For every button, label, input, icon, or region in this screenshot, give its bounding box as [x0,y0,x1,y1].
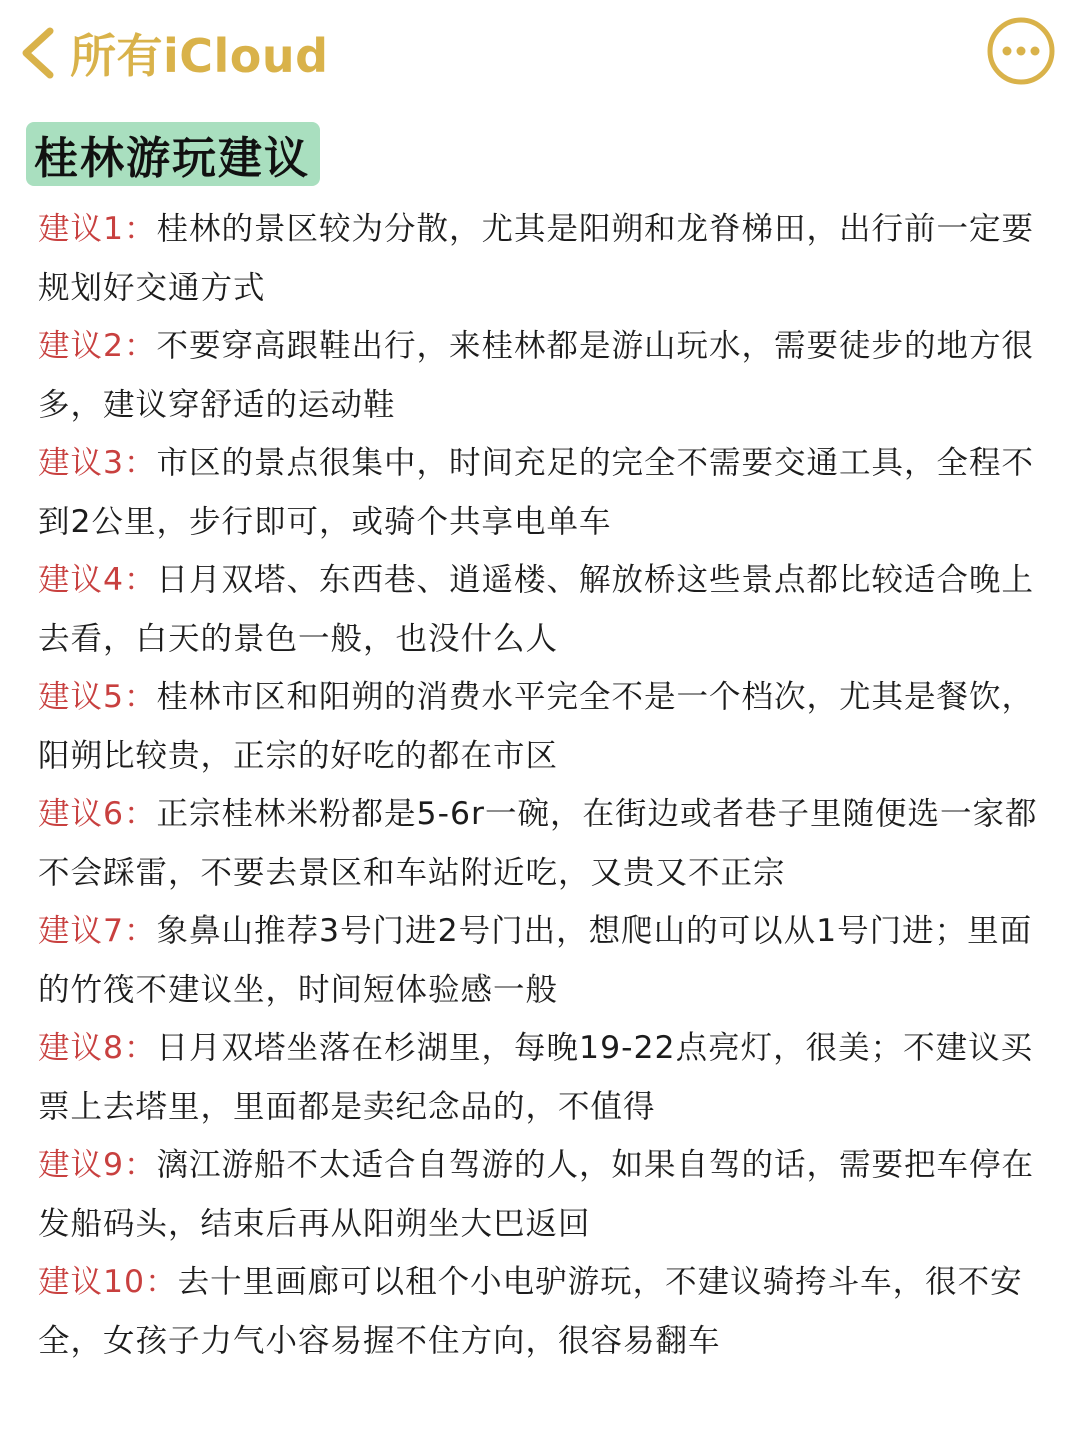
tip-text: 日月双塔、东西巷、逍遥楼、解放桥这些景点都比较适合晚上去看，白天的景色一般，也没什么人 [38,562,1035,657]
tip-item [38,1253,1048,1370]
tip-item [38,200,1048,317]
tips-list [38,200,1048,1370]
tip-item [38,317,1048,434]
tip-item [38,668,1048,785]
back-label: 所有iCloud [70,29,329,83]
tip-text: 桂林的景区较为分散，尤其是阳朔和龙脊梯田，出行前一定要规划好交通方式 [38,211,1035,306]
tip-item [38,902,1048,1019]
top-navigation-bar [0,0,1080,110]
tip-label: 建议9： [38,1147,157,1183]
tip-item [38,1136,1048,1253]
tip-text: 象鼻山推荐3号门进2号门出，想爬山的可以从1号门进；里面的竹筏不建议坐，时间短体验感一般 [38,913,1033,1008]
more-icon [986,16,1056,86]
tip-label: 建议1： [38,211,157,247]
tip-text: 去十里画廊可以租个小电驴游玩，不建议骑挎斗车，很不安全，女孩子力气小容易握不住方向，很容易翻车 [38,1264,1023,1359]
tip-item [38,434,1048,551]
tip-item [38,785,1048,902]
tip-text: 不要穿高跟鞋出行，来桂林都是游山玩水，需要徒步的地方很多，建议穿舒适的运动鞋 [38,328,1035,423]
tip-label: 建议8： [38,1030,157,1066]
tip-label: 建议3： [38,445,157,481]
tip-text: 漓江游船不太适合自驾游的人，如果自驾的话，需要把车停在发船码头，结束后再从阳朔坐大巴返回 [38,1147,1035,1242]
back-button[interactable] [14,18,329,88]
note-title-highlight [26,122,320,186]
tip-item [38,1019,1048,1136]
tip-text: 日月双塔坐落在杉湖里，每晚19-22点亮灯，很美；不建议买票上去塔里，里面都是卖纪念品的，不值得 [38,1030,1034,1125]
note-title: 桂林游玩建议 [34,133,310,184]
tip-item [38,551,1048,668]
tip-label: 建议5： [38,679,157,715]
chevron-left-icon [14,23,60,83]
tip-text: 桂林市区和阳朔的消费水平完全不是一个档次，尤其是餐饮，阳朔比较贵，正宗的好吃的都在市区 [38,679,1035,774]
more-options-button[interactable] [986,16,1056,86]
tip-label: 建议6： [38,796,157,832]
tip-label: 建议7： [38,913,157,949]
tip-label: 建议4： [38,562,157,598]
tip-text: 市区的景点很集中，时间充足的完全不需要交通工具，全程不到2公里，步行即可，或骑个共享电单车 [38,445,1035,540]
tip-label: 建议10： [38,1264,178,1300]
tip-label: 建议2： [38,328,157,364]
tip-text: 正宗桂林米粉都是5-6r一碗，在街边或者巷子里随便选一家都不会踩雷，不要去景区和车站附近吃，又贵又不正宗 [38,796,1038,891]
